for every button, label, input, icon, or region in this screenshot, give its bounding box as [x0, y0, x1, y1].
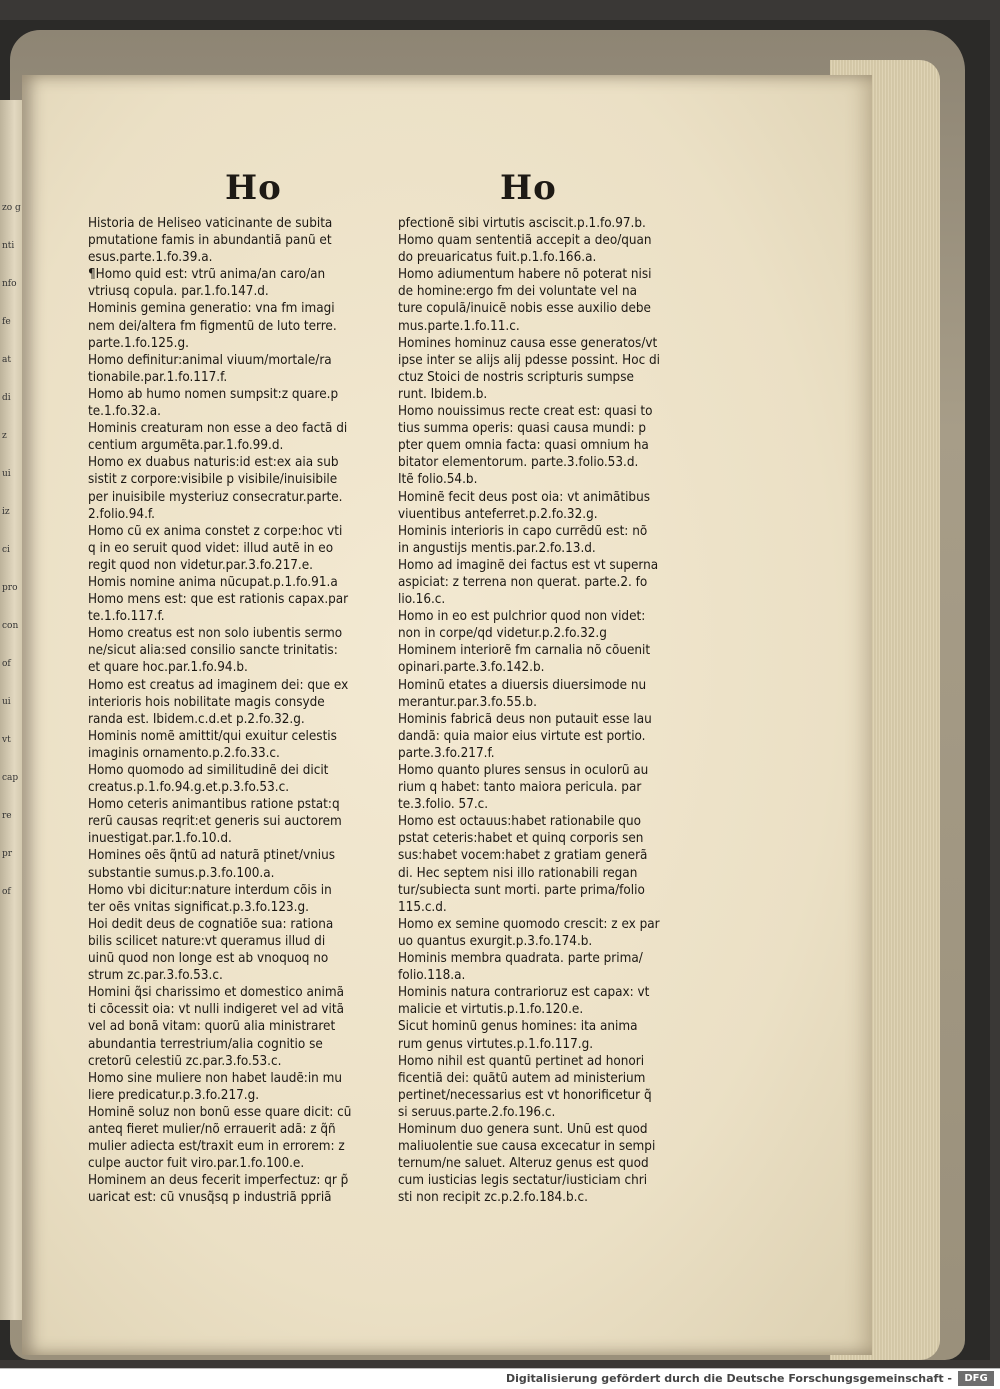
index-line: inuestigat.par.1.fo.10.d. [88, 831, 232, 847]
index-line: Hominum duo genera sunt. Unũ est quod [398, 1121, 648, 1137]
index-line: Homo est creatus ad imaginem dei: que ex [88, 677, 349, 693]
index-line: Hominem an deus fecerit imperfectuz: qr p̃ [88, 1173, 349, 1189]
index-line: Homo nouissimus recte creat est: quasi to [398, 404, 653, 420]
margin-fragment: con [2, 621, 19, 631]
index-line: uinũ quod non longe est ab vnoquoq no [88, 951, 329, 967]
headword-left: Ho [225, 168, 282, 208]
index-line: Homo creatus est non solo iubentis sermo [88, 626, 343, 642]
index-line: Historia de Heliseo vaticinante de subita [88, 216, 333, 231]
index-line: centium argumẽta.par.1.fo.99.d. [88, 438, 284, 454]
margin-fragment: zo g [2, 203, 21, 213]
index-line: ti cõcessit oia: vt nulli indigeret vel ad vitã [88, 1002, 344, 1018]
index-line: te.3.folio. 57.c. [398, 797, 489, 813]
index-line: non in corpe/qd videtur.p.2.fo.32.g [398, 626, 607, 642]
index-line: per inuisibile mysteriuz consecratur.parte. [88, 489, 343, 505]
margin-fragment: nti [2, 241, 15, 251]
margin-fragment: pro [2, 583, 18, 593]
index-line: Homo ab humo nomen sumpsit:z quare.p [88, 386, 339, 402]
index-line: Homo adiumentum habere nõ poterat nisi [398, 267, 652, 283]
index-line: si seruus.parte.2.fo.196.c. [398, 1104, 556, 1120]
index-line: cretorũ celestiũ zc.par.3.fo.53.c. [88, 1053, 282, 1069]
index-line: mulier adiecta est/traxit eum in errorem: z [88, 1139, 345, 1155]
index-line: tur/subiecta sunt morti. parte prima/folio [398, 882, 645, 898]
headword-right: Ho [500, 168, 557, 208]
index-line: Homo est octauus:habet rationabile quo [398, 814, 641, 830]
index-line: maliuolentie sue causa excecatur in sempi [398, 1139, 656, 1155]
index-line: do preuaricatus fuit.p.1.fo.166.a. [398, 250, 597, 266]
index-line: Homo vbi dicitur:nature interdum cõis in [88, 882, 332, 898]
index-line: uaricat est: cũ vnusq̃sq p industriã ppriã [88, 1190, 332, 1206]
margin-fragment: nfo [2, 279, 17, 289]
index-line: Homo ex duabus naturis:id est:ex aia sub [88, 455, 339, 471]
index-line: Homo definitur:animal viuum/mortale/ra [88, 352, 332, 368]
index-line: opinari.parte.3.fo.142.b. [398, 660, 545, 676]
index-line: folio.118.a. [398, 968, 466, 984]
index-line: rerũ causas reqrit:et generis sui auctorem [88, 814, 342, 830]
index-line: ctuz Stoici de nostris scripturis sumpse [398, 369, 634, 385]
index-line: vel ad bonã vitam: quorũ alia ministraret [88, 1019, 336, 1035]
index-line: sus:habet vocem:habet z gratiam generã [398, 848, 648, 864]
margin-fragment: ci [2, 545, 10, 555]
index-line: ficentiã dei: quãtũ autem ad ministerium [398, 1070, 646, 1086]
index-line: tius summa operis: quasi causa mundi: p [398, 421, 647, 437]
index-line: Hominũ etates a diuersis diuersimode nu [398, 677, 647, 693]
index-line: pertinet/necessarius est vt honorificetur q̃ [398, 1087, 652, 1103]
index-line: pter quem omnia facta: quasi omnium ha [398, 438, 649, 454]
index-line: culpe auctor fuit viro.par.1.fo.100.e. [88, 1156, 305, 1172]
index-line: Hominis nomẽ amittit/qui exuitur celestis [88, 728, 337, 744]
index-line: di. Hec septem nisi illo rationabili regan [398, 865, 638, 881]
margin-fragment: ui [2, 697, 11, 707]
index-line: Hominis fabricã deus non putauit esse lau [398, 711, 652, 727]
index-column-left [88, 215, 388, 1206]
index-line: anteq fieret mulier/nõ errauerit adã: z q̃ñ [88, 1121, 336, 1137]
index-line: parte.3.fo.217.f. [398, 745, 495, 761]
index-line: Homo in eo est pulchrior quod non videt: [398, 609, 646, 625]
index-line: parte.1.fo.125.g. [88, 335, 189, 351]
margin-fragment: cap [2, 773, 19, 783]
index-line: q in eo seruit quod videt: illud autẽ in eo [88, 540, 334, 556]
index-line: pfectionẽ sibi virtutis asciscit.p.1.fo.97.b. [398, 216, 646, 231]
index-line: ture copulã/inuicẽ nobis esse auxilio debe [398, 301, 651, 317]
index-line: tionabile.par.1.fo.117.f. [88, 369, 228, 385]
index-line: regit quod non videtur.par.3.fo.217.e. [88, 557, 313, 573]
index-line: Homo ad imaginẽ dei factus est vt superna [398, 557, 659, 573]
index-line: Homines oẽs q̃ntũ ad naturã ptinet/vnius [88, 848, 335, 864]
index-line: sti non recipit zc.p.2.fo.184.b.c. [398, 1190, 588, 1206]
dfg-logo: DFG [958, 1371, 994, 1386]
facing-page-edge [0, 100, 24, 1320]
index-line: de homine:ergo fm dei voluntate vel na [398, 284, 638, 300]
index-line: 115.c.d. [398, 899, 447, 915]
index-line: Hominem interiorẽ fm carnalia nõ cõuenit [398, 643, 651, 659]
index-line: vtriusq copula. par.1.fo.147.d. [88, 284, 269, 300]
index-line: Itẽ folio.54.b. [398, 472, 478, 488]
index-line: Homo cũ ex anima constet z corpe:hoc vti [88, 523, 343, 539]
index-line: imaginis ornamento.p.2.fo.33.c. [88, 745, 280, 761]
index-line: sistit z corpore:visibile p visibile/inuisibile [88, 472, 338, 488]
index-line: randa est. Ibidem.c.d.et p.2.fo.32.g. [88, 711, 305, 727]
index-line: Homines hominuz causa esse generatos/vt [398, 335, 658, 351]
index-line: ¶Homo quid est: vtrũ anima/an caro/an [88, 267, 326, 283]
index-line: Hominis gemina generatio: vna fm imagi [88, 301, 335, 317]
index-line: rium q habet: tanto maiora pericula. par [398, 780, 642, 796]
index-line: ne/sicut alia:sed consilio sancte trinitatis: [88, 643, 338, 659]
index-line: substantie sumus.p.3.fo.100.a. [88, 865, 275, 881]
margin-fragment: re [2, 811, 12, 821]
index-line: aspiciat: z terrena non querat. parte.2. fo [398, 574, 648, 590]
index-line: strum zc.par.3.fo.53.c. [88, 968, 223, 984]
index-line: te.1.fo.32.a. [88, 404, 162, 420]
margin-fragment: ui [2, 469, 11, 479]
index-line: liere predicatur.p.3.fo.217.g. [88, 1087, 260, 1103]
index-line: dandã: quia maior eius virtute est portio. [398, 728, 646, 744]
index-line: creatus.p.1.fo.94.g.et.p.3.fo.53.c. [88, 780, 290, 796]
index-line: uo quantus exurgit.p.3.fo.174.b. [398, 933, 593, 949]
margin-fragment: of [2, 887, 11, 897]
index-line: Hominis natura contrarioruz est capax: vt [398, 985, 650, 1001]
margin-fragment: fe [2, 317, 11, 327]
index-line: Hominẽ fecit deus post oia: vt animãtibus [398, 489, 650, 505]
index-line: pstat ceteris:habet et quinq corporis sen [398, 831, 644, 847]
footer-bar [0, 1368, 1000, 1389]
index-line: Hominis creaturam non esse a deo factã di [88, 421, 348, 437]
index-line: 2.folio.94.f. [88, 506, 155, 522]
index-line: Hominis interioris in capo currẽdũ est: nõ [398, 523, 648, 539]
index-line: abundantia terrestrium/alia cognitio se [88, 1036, 323, 1052]
index-line: Homo ex semine quomodo crescit: z ex par [398, 916, 660, 932]
index-line: viuentibus anteferret.p.2.fo.32.g. [398, 506, 598, 522]
index-line: Homo quanto plures sensus in oculorũ au [398, 763, 649, 778]
index-line: bitator elementorum. parte.3.folio.53.d. [398, 455, 639, 471]
index-line: Homini q̃si charissimo et domestico animã [88, 985, 344, 1001]
margin-fragment: z [2, 431, 7, 441]
index-line: Hominẽ soluz non bonũ esse quare dicit: cũ [88, 1104, 352, 1120]
index-line: esus.parte.1.fo.39.a. [88, 250, 213, 266]
index-line: merantur.par.3.fo.55.b. [398, 694, 537, 710]
index-line: Homo quomodo ad similitudinẽ dei dicit [88, 763, 329, 778]
index-line: Homo nihil est quantũ pertinet ad honori [398, 1053, 645, 1069]
index-line: in angustijs mentis.par.2.fo.13.d. [398, 540, 596, 556]
margin-fragment: iz [2, 507, 10, 517]
funding-credit: Digitalisierung gefördert durch die Deutsche Forschungsgemeinschaft - [505, 1372, 952, 1385]
index-line: bilis scilicet nature:vt queramus illud di [88, 933, 326, 949]
index-line: ter oẽs vnitas significat.p.3.fo.123.g. [88, 899, 309, 915]
index-line: Homo sine muliere non habet laudẽ:in mu [88, 1070, 343, 1086]
index-line: Homo quam sententiã accepit a deo/quan [398, 233, 652, 249]
index-line: Hoi dedit deus de cognatiõe sua: rationa [88, 916, 334, 932]
index-line: interioris hois nobilitate magis consyde [88, 694, 325, 710]
index-line: Homis nomine anima nũcupat.p.1.fo.91.a [88, 574, 338, 590]
index-column-right [398, 215, 698, 1206]
index-line: Homo ceteris animantibus ratione pstat:q [88, 797, 340, 813]
margin-fragment: pr [2, 849, 13, 859]
index-line: ternum/ne saluet. Alteruz genus est quod [398, 1156, 649, 1172]
index-line: nem dei/altera fm figmentũ de luto terre. [88, 318, 337, 334]
index-line: Homo mens est: que est rationis capax.par [88, 592, 349, 608]
index-line: ipse inter se alijs alij pdesse possint. Hoc di [398, 352, 661, 368]
index-line: te.1.fo.117.f. [88, 609, 165, 625]
index-line: malicie et virtutis.p.1.fo.120.e. [398, 1002, 584, 1018]
index-line: Sicut hominũ genus homines: ita anima [398, 1019, 638, 1035]
index-line: et quare hoc.par.1.fo.94.b. [88, 660, 248, 676]
index-line: runt. Ibidem.b. [398, 386, 488, 402]
margin-fragment: vt [2, 735, 11, 745]
index-line: rum genus virtutes.p.1.fo.117.g. [398, 1036, 594, 1052]
margin-fragment: at [2, 355, 11, 365]
index-line: pmutatione famis in abundantiã panũ et [88, 233, 332, 249]
index-line: Hominis membra quadrata. parte prima/ [398, 951, 643, 967]
index-line: cum iusticias legis sectatur/iusticiam chri [398, 1173, 648, 1189]
index-line: lio.16.c. [398, 592, 446, 608]
margin-fragment: of [2, 659, 11, 669]
margin-fragment: di [2, 393, 11, 403]
index-line: mus.parte.1.fo.11.c. [398, 318, 520, 334]
